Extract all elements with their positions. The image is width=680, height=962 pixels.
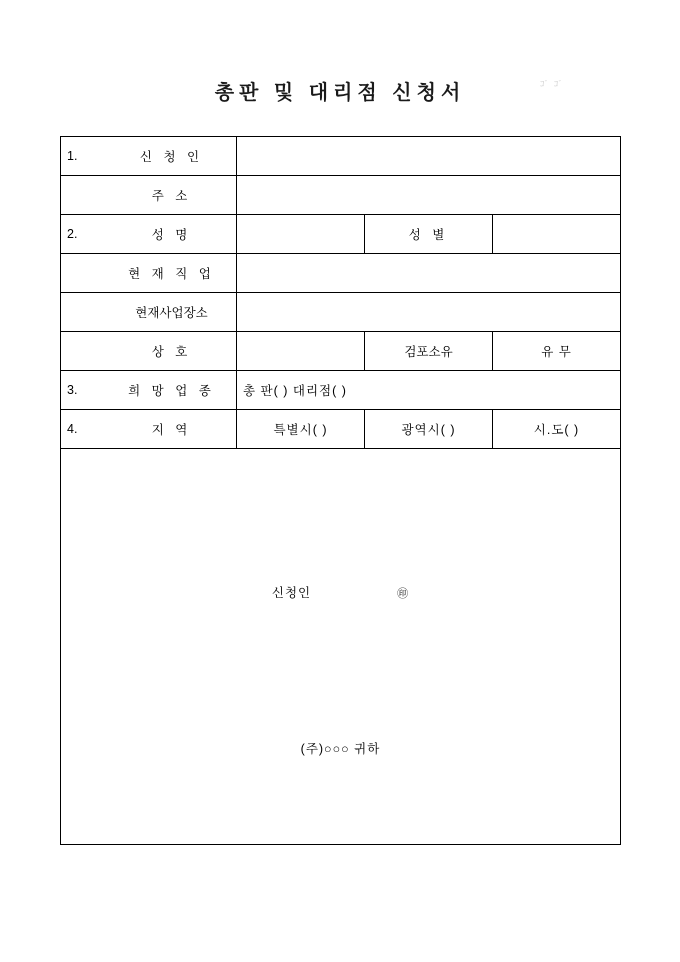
applicant-signature-line	[61, 583, 620, 601]
row-label-text: 희 망 업 종	[128, 384, 215, 398]
row-index: 3.	[67, 383, 78, 397]
table-row	[61, 449, 621, 845]
row-label-name	[61, 215, 237, 254]
table-row	[61, 332, 621, 371]
page-title: 총판 및 대리점 신청서	[214, 82, 466, 104]
row-label-text: 상 호	[151, 345, 192, 359]
row-value-address[interactable]	[237, 176, 621, 215]
row-index: 1.	[67, 149, 78, 163]
row-label-text: 현재사업장소	[135, 306, 208, 320]
application-form-table	[60, 136, 621, 845]
signature-area	[61, 449, 621, 845]
region-option-province[interactable]: 시.도( )	[493, 410, 621, 449]
region-option-metro-city[interactable]: 광역시( )	[365, 410, 493, 449]
region-option-special-city[interactable]: 특별시( )	[237, 410, 365, 449]
row-label-tradename	[61, 332, 237, 371]
table-row	[61, 410, 621, 449]
table-row	[61, 176, 621, 215]
row-value-applicant[interactable]	[237, 137, 621, 176]
table-row	[61, 293, 621, 332]
recipient-line: (주)○○○ 귀하	[300, 742, 381, 756]
row-label-text: 지 역	[151, 423, 192, 437]
row-label-business-type	[61, 371, 237, 410]
row-label-applicant	[61, 137, 237, 176]
row-label-store-ownership: 검포소유	[365, 332, 493, 371]
row-label-text: 주 소	[151, 189, 192, 203]
row-label-text: 신 청 인	[139, 150, 204, 164]
table-row	[61, 254, 621, 293]
row-value-gender[interactable]	[493, 215, 621, 254]
row-index: 4.	[67, 422, 78, 436]
applicant-signature-label: 신청인	[271, 586, 312, 600]
row-value-store-ownership[interactable]: 유 무	[493, 332, 621, 371]
row-label-workplace	[61, 293, 237, 332]
business-type-options[interactable]: 총 판( ) 대리점( )	[237, 371, 621, 410]
row-label-region	[61, 410, 237, 449]
stamp-watermark: ｺﾞ ｺﾞ	[540, 80, 564, 90]
row-value-workplace[interactable]	[237, 293, 621, 332]
table-row	[61, 371, 621, 410]
row-label-text: 성 명	[151, 228, 192, 242]
row-value-name[interactable]	[237, 215, 365, 254]
row-label-gender: 성 별	[365, 215, 493, 254]
row-value-tradename[interactable]	[237, 332, 365, 371]
table-row	[61, 137, 621, 176]
row-value-occupation[interactable]	[237, 254, 621, 293]
row-label-address	[61, 176, 237, 215]
row-index: 2.	[67, 227, 78, 241]
row-label-text: 현 재 직 업	[128, 267, 215, 281]
table-row	[61, 215, 621, 254]
seal-icon: ㊞	[397, 588, 410, 600]
row-label-occupation	[61, 254, 237, 293]
